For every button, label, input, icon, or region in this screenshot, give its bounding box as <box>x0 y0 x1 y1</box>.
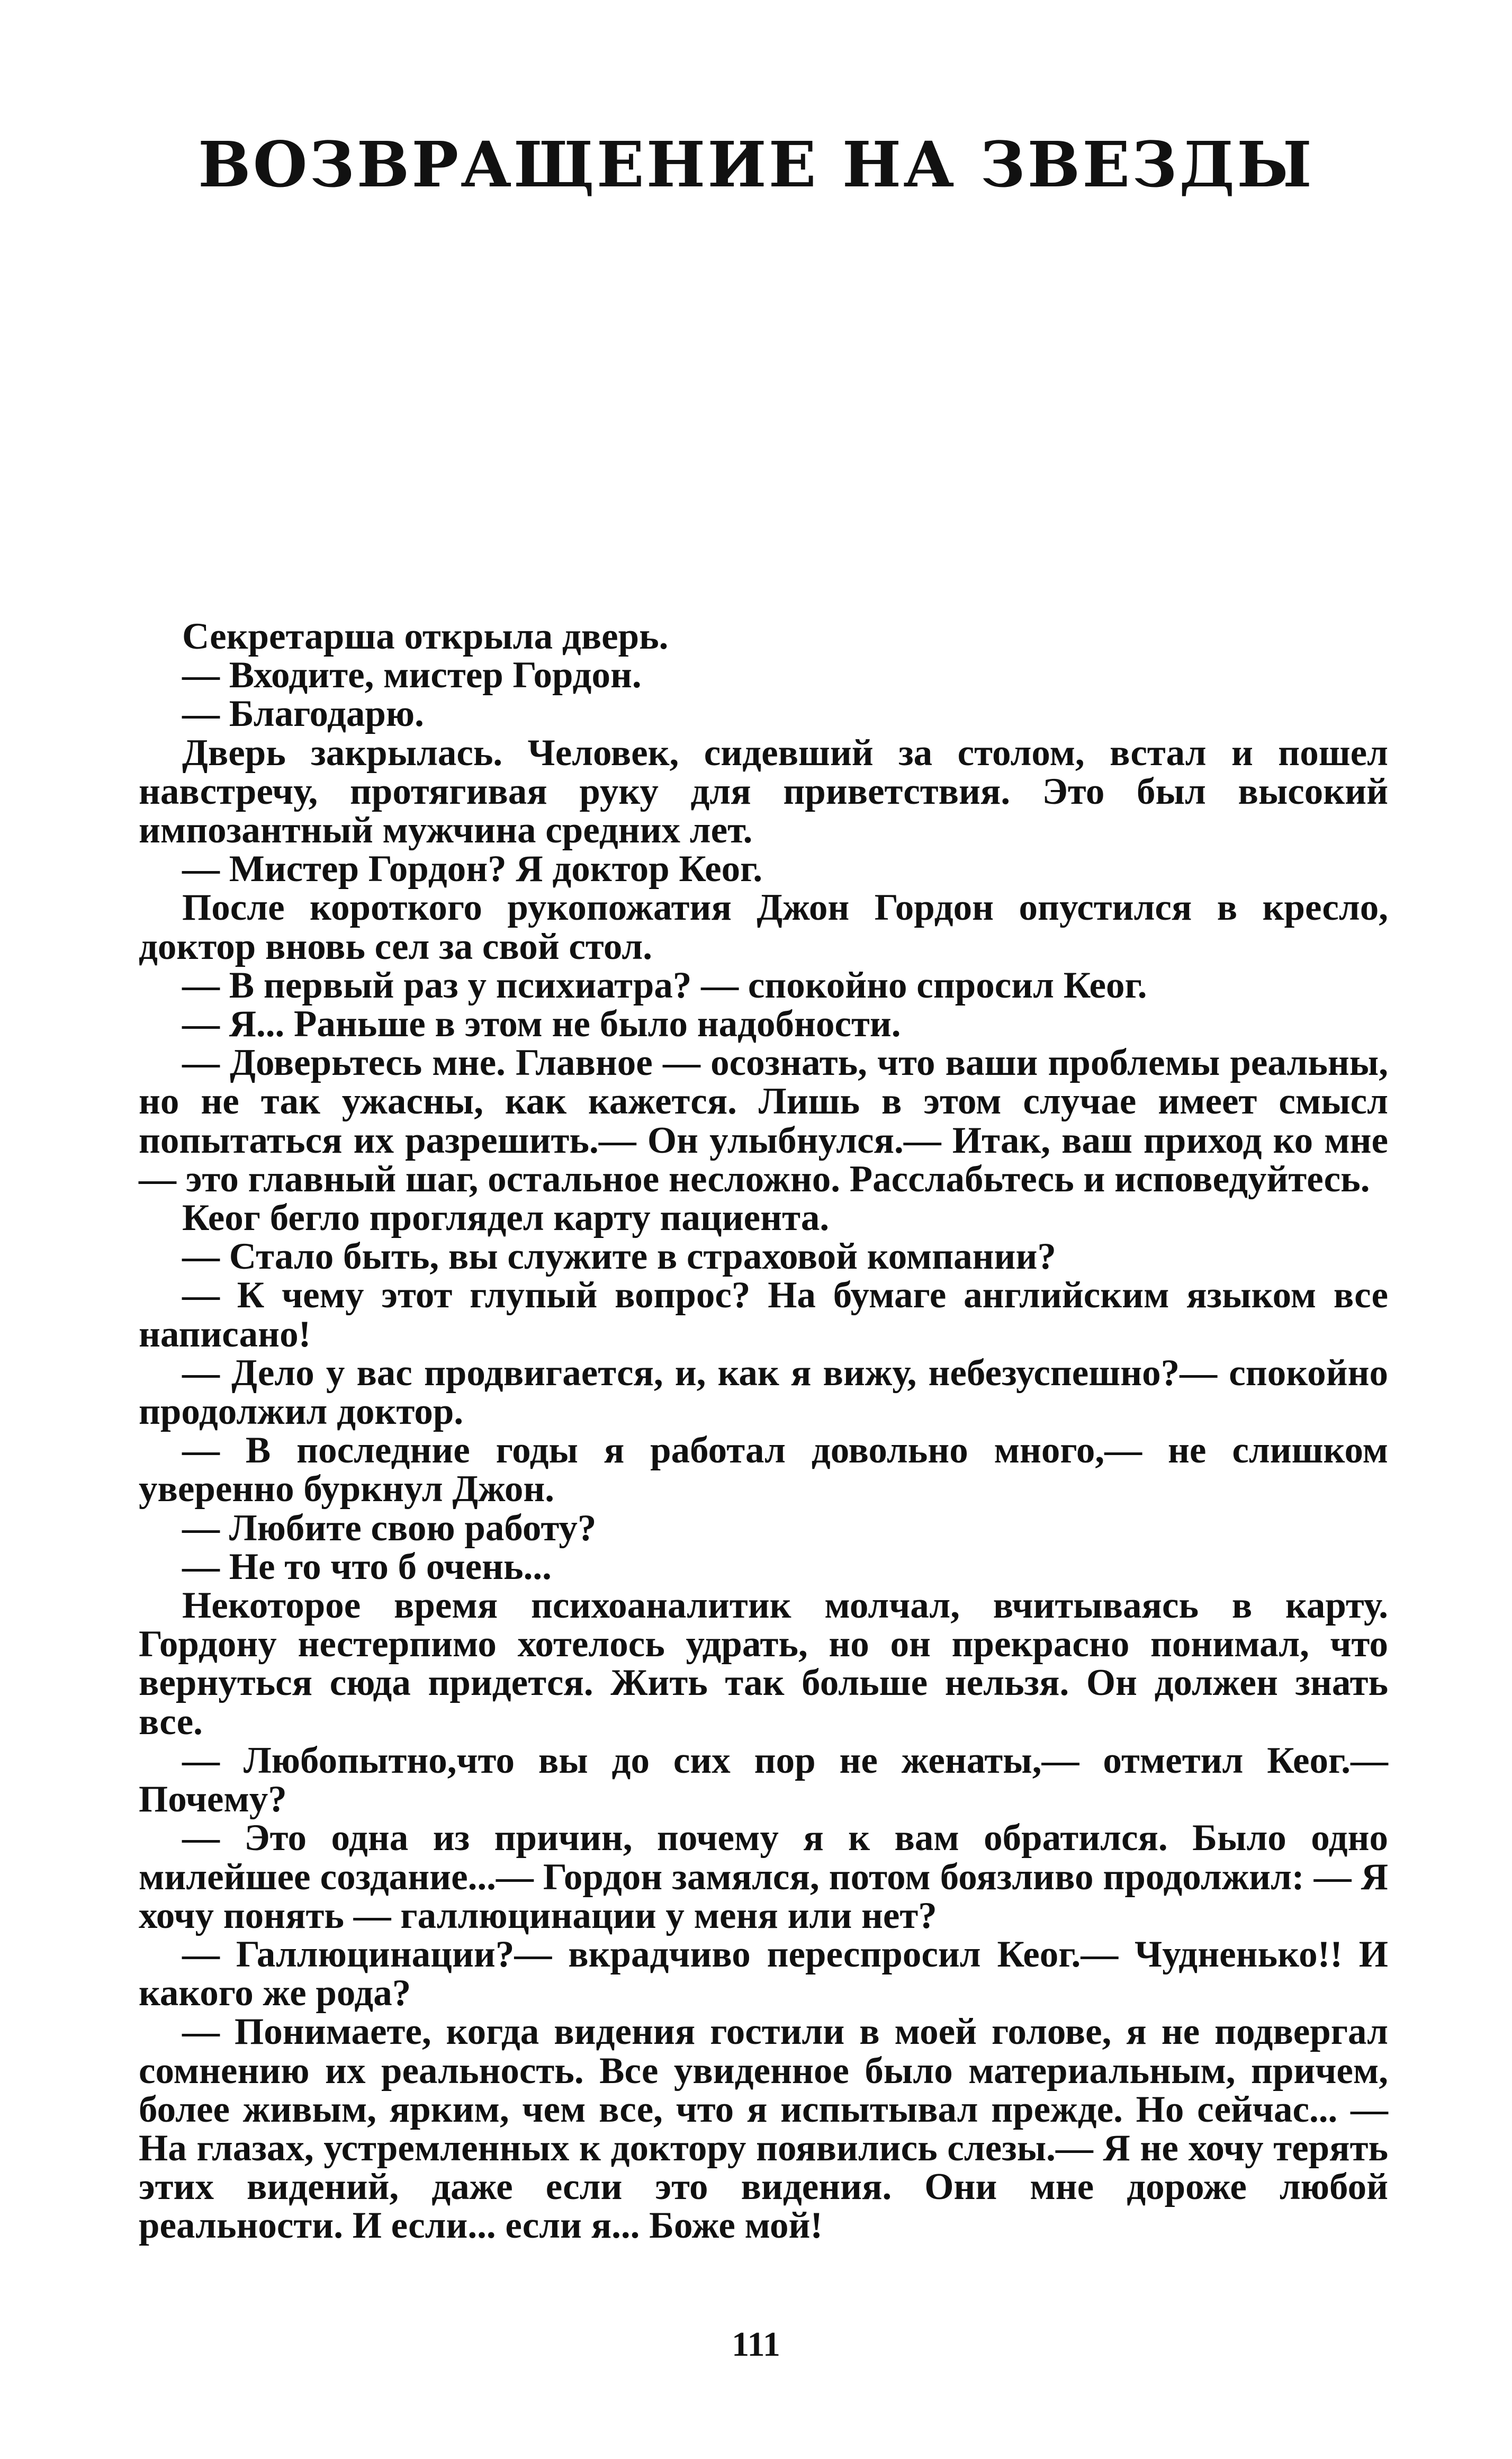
paragraph: — Дело у вас продвигается, и, как я вижу, небезуспешно?— спокойно продолжил доктор. <box>139 1352 1388 1433</box>
paragraph: Кеог бегло проглядел карту пациента. <box>182 1197 830 1239</box>
paragraph: — Я... Раньше в этом не было надобности. <box>182 1003 901 1045</box>
paragraph: — В первый раз у психиатра? — спокойно спросил Кеог. <box>182 964 1147 1006</box>
page-number: 111 <box>732 2325 780 2364</box>
paragraph: — Стало быть, вы служите в страховой компании? <box>182 1236 1056 1278</box>
paragraph: — Галлюцинации?— вкрадчиво переспросил Кеог.— Чудненько!! И какого же рода? <box>139 1933 1388 2014</box>
paragraph: Дверь закрылась. Человек, сидевший за столом, встал и пошел навстречу, протягивая руку для приветствия. Это был высокий импозантный мужчина средних лет. <box>139 732 1388 851</box>
paragraph: — Благодарю. <box>182 693 424 735</box>
paragraph: — Понимаете, когда видения гостили в моей голове, я не подвергал сомнению их реальность. Все увиденное было материальным, причем, более живым, ярким, чем все, что я испытывал прежде. Но сейчас... — На глазах, устремленных к доктору появились слезы.— Я не хочу терять этих видений, даже если это видения. Они мне дороже любой реальности. И если... если я... Боже мой! <box>139 2011 1388 2247</box>
paragraph: — К чему этот глупый вопрос? На бумаге английским языком все написано! <box>139 1275 1388 1355</box>
paragraph: — Входите, мистер Гордон. <box>182 654 642 696</box>
paragraph: Некоторое время психоаналитик молчал, вчитываясь в карту. Гордону нестерпимо хотелось удрать, но он прекрасно понимал, что вернуться сюда придется. Жить так больше нельзя. Он должен знать все. <box>139 1585 1388 1743</box>
body-text <box>139 617 1388 2246</box>
paragraph: — Доверьтесь мне. Главное — осознать, что ваши проблемы реальны, но не так ужасны, как кажется. Лишь в этом случае имеет смысл попытаться их разрешить.— Он улыбнулся.— Итак, ваш приход ко мне — это главный шаг, остальное несложно. Расслабьтесь и исповедуйтесь. <box>139 1042 1388 1200</box>
paragraph: — Мистер Гордон? Я доктор Кеог. <box>182 848 763 890</box>
paragraph: — В последние годы я работал довольно много,— не слишком уверенно буркнул Джон. <box>139 1430 1388 1510</box>
paragraph: — Любите свою работу? <box>182 1507 597 1549</box>
paragraph: — Любопытно,что вы до сих пор не женаты,— отметил Кеог.— Почему? <box>139 1739 1388 1820</box>
paragraph: — Это одна из причин, почему я к вам обратился. Было одно милейшее создание...— Гордон замялся, потом боязливо продолжил: — Я хочу понять — галлюцинации у меня или нет? <box>139 1817 1388 1936</box>
chapter-title: ВОЗВРАЩЕНИЕ НА ЗВЕЗДЫ <box>198 128 1314 201</box>
paragraph: Секретарша открыла дверь. <box>182 616 669 657</box>
paragraph: — Не то что б очень... <box>182 1546 552 1587</box>
paragraph: После короткого рукопожатия Джон Гордон опустился в кресло, доктор вновь сел за свой стол. <box>139 887 1388 967</box>
